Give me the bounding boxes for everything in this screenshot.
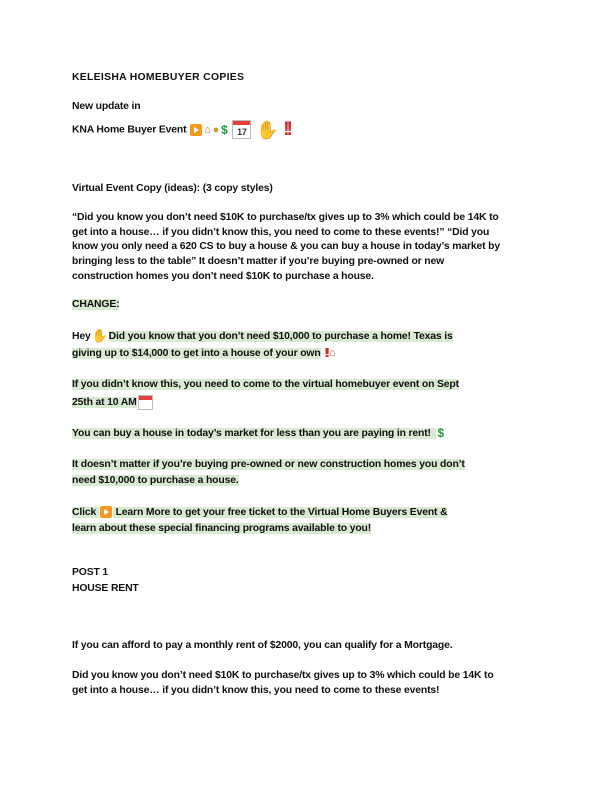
change-p3-line: You can buy a house in today’s market for less than you are paying in rent!	[72, 427, 431, 439]
event-title-line	[72, 120, 291, 139]
change-p5-line: Learn More to get your free ticket to the Virtual Home Buyers Event &	[115, 507, 448, 518]
post-subtitle: HOUSE RENT	[72, 583, 139, 594]
document-title: KELEISHA HOMEBUYER COPIES	[72, 72, 245, 83]
update-line: New update in	[72, 101, 141, 112]
change-p1-line: Did you know that you don’t need $10,000 to purchase a home! Texas is	[108, 330, 453, 342]
clapping-hand-icon: ✋	[91, 328, 108, 343]
virtual-line: “Did you know you don’t need $10K to purchase/tx gives up to 3% which could be 14K to	[72, 212, 499, 223]
change-p2-line: 25th at 10 AM	[72, 397, 137, 409]
virtual-line: get into a house… if you didn’t know this, you need to come to these events!” “Did you	[72, 227, 490, 238]
double-exclamation-icon: !!	[283, 118, 290, 140]
post-p2-line: Did you know you don’t need $10K to purchase/tx gives up to 3% which could be 14K to	[72, 670, 494, 681]
change-p1-line: giving up to $14,000 to get into a house of your own	[72, 347, 321, 359]
dollar-icon: $	[437, 426, 444, 440]
event-title: KNA Home Buyer Event	[72, 124, 187, 136]
play-button-icon	[190, 124, 202, 136]
change-p1	[72, 329, 453, 344]
money-bag-icon: ●	[212, 123, 220, 136]
click-text: Click	[72, 507, 97, 518]
clapping-hand-icon: ✋	[256, 119, 279, 140]
post-p1: If you can afford to pay a monthly rent of $2000, you can qualify for a Mortgage.	[72, 640, 453, 651]
change-p5-line: learn about these special financing programs available to you!	[72, 523, 372, 534]
virtual-line: bringing less to the table” It doesn’t matter if you’re buying pre-owned or new	[72, 256, 445, 267]
play-button-icon	[100, 506, 112, 518]
change-p4-line: need $10,000 to purchase a house.	[72, 475, 239, 486]
house-icon: ⌂	[204, 123, 211, 136]
post-label: POST 1	[72, 567, 109, 578]
hey-text: Hey	[72, 330, 91, 342]
double-exclamation-icon: !!	[324, 345, 327, 360]
calendar-icon	[138, 395, 153, 410]
calendar-icon: 17	[232, 120, 251, 139]
change-p2-line: If you didn’t know this, you need to come to the virtual homebuyer event on Sept	[72, 379, 459, 390]
house-icon: ⌂	[328, 347, 336, 359]
post-p2-line: get into a house… if you didn’t know this, you need to come to these events!	[72, 685, 440, 696]
change-p4-line: It doesn’t matter if you’re buying pre-owned or new construction homes you don’t	[72, 459, 465, 470]
dollar-icon: $	[221, 122, 228, 137]
virtual-line: know you only need a 620 CS to buy a house & you can buy a house in today’s market by	[72, 241, 500, 252]
virtual-heading: Virtual Event Copy (ideas): (3 copy styles)	[72, 183, 273, 194]
change-label: CHANGE:	[72, 299, 120, 310]
virtual-line: construction homes you don’t need $10K to purchase a house.	[72, 271, 374, 282]
